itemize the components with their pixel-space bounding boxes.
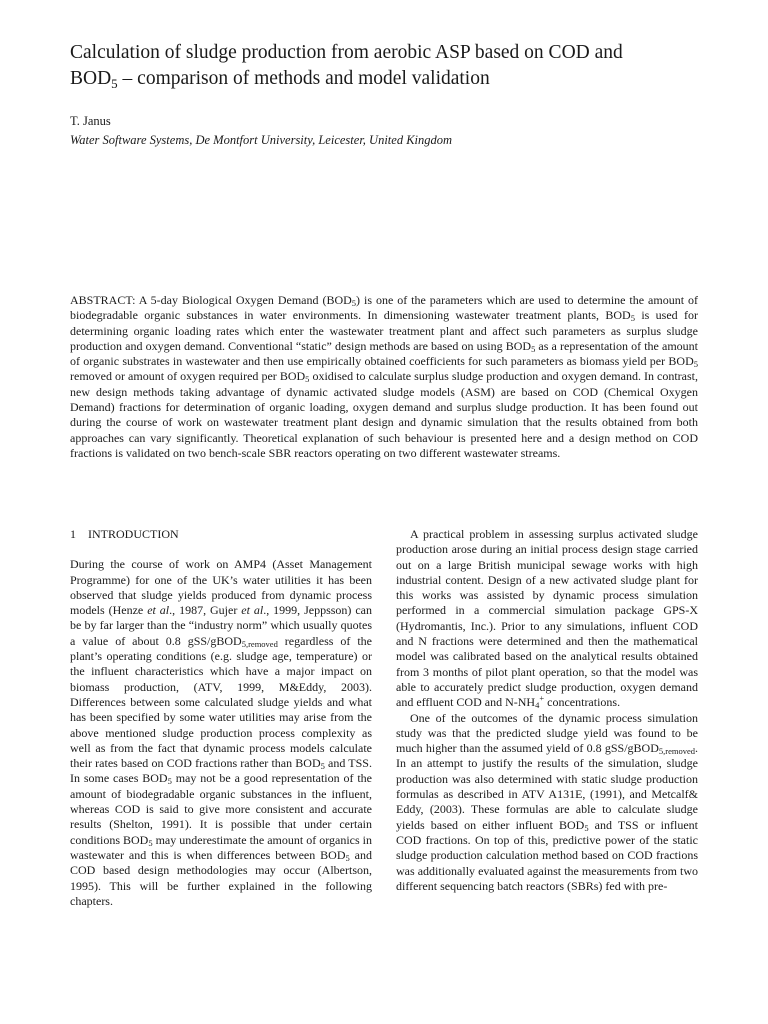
- title-line-2: – comparison of methods and model validation: [117, 68, 490, 89]
- title-line-1: Calculation of sludge production from aerobic ASP based on COD and: [70, 42, 623, 63]
- right-column: [396, 527, 698, 894]
- author-name: T. Janus: [70, 114, 111, 128]
- section-number: 1: [70, 527, 76, 541]
- section-title: INTRODUCTION: [88, 527, 179, 541]
- paper-title: [70, 40, 698, 92]
- title-bod-subscript: 5: [111, 76, 118, 91]
- title-bod: BOD: [70, 68, 112, 89]
- intro-paragraph-1: During the course of work on AMP4 (Asset Management Programme) for one of the UK’s water utilities it has been observed that sludge yields produced from dynamic process models (Henze et al., 1987, Gujer et al., 1999, Jeppsson) can be by far larger than the “industry norm” which usually quotes a value of about 0.8 gSS/gBOD$_{5,removed}$ regardless of the plant’s operating conditions (e.g. sludge age, temperature) or the influent characteristics which have a major impact on biomass production, (ATV, 1999, M&Eddy, 2003). Differences between some calculated sludge yields and what has been specified by some water utilities may arise from the above mentioned sludge production process complexity as well as from the fact that dynamic process models calculate their rates based on COD fractions rather than $BOD_5$ and TSS. In some cases $BOD_5$ may not be a good representation of the amount of biodegradable organic substances in the influent, whereas COD is said to give more consistent and accurate results (Shelton, 1991). It is possible that under certain conditions $BOD_5$ may underestimate the amount of organics in wastewater and this is when differences between $BOD_5$ and COD based design methodologies may occur (Albertson, 1995). This will be further explained in the following chapters.: [70, 557, 372, 908]
- intro-paragraph-2: A practical problem in assessing surplus activated sludge production arose during an initial process design stage carried out on a large British municipal sewage works with high industrial content. Design of a new activated sludge plant for this works was assisted by dynamic process simulation performed in a commercial simulation package GPS-X (Hydromantis, Inc.). Prior to any simulations, influent COD and N fractions were determined and then the mathematical model was calibrated based on the analytical results obtained from 3 months of pilot plant operation, so that the model was able to accurately predict sludge production, oxygen demand and effluent COD and $N-NH_4^+$ concentrations.: [396, 527, 698, 711]
- left-column: [70, 527, 372, 909]
- abstract: ABSTRACT: A 5-day Biological Oxygen Demand $(BOD_5)$ is one of the parameters which are used to determine the amount of biodegradable organic substances in water environments. In dimensioning wastewater treatment plants, $BOD_5$ is used for determining organic loading rates which enter the wastewater treatment plant and affect such parameters as surplus sludge production and oxygen demand. Conventional “static” design methods are based on using $BOD_5$ as a representation of the amount of organic substrates in wastewater and then use empirically obtained coefficients for such parameters as biomass yield per $BOD_5$ removed or amount of oxygen required per $BOD_5$ oxidised to calculate surplus sludge production and oxygen demand. In contrast, new design methods taking advantage of dynamic activated sludge models (ASM) are based on COD (Chemical Oxygen Demand) fractions for determination of organic loading, oxygen demand and surplus sludge production. It has been found out during the course of work on wastewater treatment plant design and dynamic simulation that the results obtained from both approaches can vary significantly. Theoretical explanation of such behaviour is presented here and a design method on COD fractions is validated on two bench-scale SBR reactors operating on two different wastewater streams.: [70, 293, 699, 460]
- author-affiliation: Water Software Systems, De Montfort University, Leicester, United Kingdom: [70, 133, 453, 147]
- intro-paragraph-3: One of the outcomes of the dynamic process simulation study was that the predicted sludge yield was found to be much higher than the assumed yield of 0.8 gSS/gBOD$_{5,removed}$. In an attempt to justify the results of the simulation, sludge production was also determined with static sludge production formulas as described in ATV A131E, (1991), and Metcalf& Eddy, (2003). These formulas are able to calculate sludge yields based on either influent $BOD_5$ and TSS or influent COD fractions. On top of this, predictive power of the static sludge production calculation method based on COD fractions was additionally evaluated against the measurements from two different sequencing batch reactors (SBRs) fed with pre-: [396, 710, 698, 893]
- section-heading-introduction: [70, 527, 372, 542]
